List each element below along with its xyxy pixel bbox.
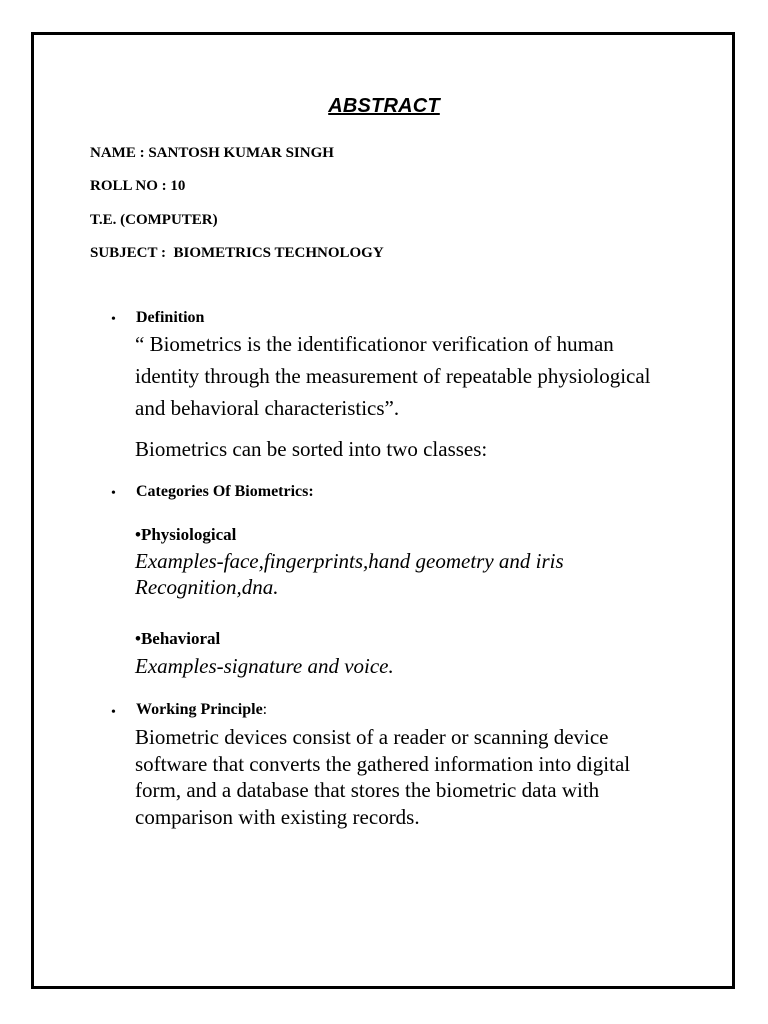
document-title: ABSTRACT [328, 95, 440, 117]
categories-heading: Categories Of Biometrics: [136, 483, 314, 500]
class-name: T.E. (COMPUTER) [90, 212, 218, 228]
physiological-examples: Examples-face,fingerprints,hand geometry and iris Recognition,dna. [135, 549, 564, 599]
working-principle-heading: Working Principle [136, 701, 263, 718]
behavioral-label: •Behavioral [135, 629, 221, 648]
behavioral-examples: Examples-signature and voice. [135, 654, 394, 678]
working-principle-bullet: • [111, 705, 116, 720]
roll-number: ROLL NO : 10 [90, 178, 186, 194]
student-name: NAME : SANTOSH KUMAR SINGH [90, 145, 334, 161]
working-principle-heading-line [136, 701, 267, 719]
page-border [31, 32, 735, 989]
subject-line: SUBJECT : BIOMETRICS TECHNOLOGY [90, 245, 384, 261]
categories-bullet: • [111, 486, 116, 501]
definition-heading: Definition [136, 309, 205, 326]
definition-bullet: • [111, 312, 116, 327]
classes-text: Biometrics can be sorted into two classes: [135, 437, 488, 461]
definition-quote: “ Biometrics is the identificationor verification of human identity through the measurement of repeatable physiological and behavioral characteristics”. [135, 332, 651, 420]
working-principle-colon: : [262, 701, 268, 718]
physiological-label: •Physiological [135, 525, 237, 544]
working-principle-text: Biometric devices consist of a reader or scanning device software that converts the gathered information into digital form, and a database that stores the biometric data with comparison with existing records. [135, 725, 631, 829]
